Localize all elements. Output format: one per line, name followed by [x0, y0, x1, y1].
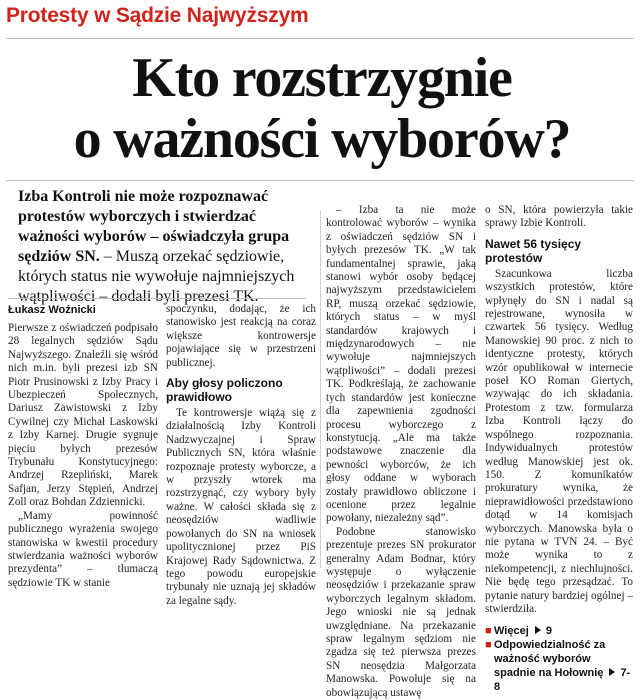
headline-line-1: Kto rozstrzygnie — [132, 47, 512, 109]
lead-regular-text: – Muszą orzekać sędziowie, których status nie wywołuje najmniejszych wątpliwości – dodali byli prezesi TK. — [18, 248, 295, 305]
article-column-4 — [485, 204, 633, 694]
col4-paragraph-1: o SN, która powierzyła takie sprawy Izbie Kontroli. — [485, 204, 633, 230]
ref-holownia-page: 7-8 — [494, 667, 631, 694]
lead-paragraph — [18, 187, 300, 307]
headline-line-2: o ważności wyborów? — [73, 108, 571, 170]
headline — [6, 48, 638, 170]
cross-reference-more[interactable] — [485, 624, 633, 638]
kicker-divider — [6, 38, 634, 39]
ref-holownia-text: Odpowiedzialność za ważność wyborów spadnie na Hołownię — [494, 639, 606, 680]
article-column-2 — [166, 303, 316, 608]
author-byline: Łukasz Woźnicki — [8, 304, 96, 316]
col4-paragraph-2: Szacunkowa liczba wszystkich protestów, które wpłynęły do SN i nadal są rejestrowane, wynosiła w czwartek 56 tysięcy. Według Manowskiej 90 proc. z nich to identyczne protesty, których wzór opublikował w internecie poseł KO Roman Giertych, wzywając do ich składania. Protestom z tzw. formularza Izba Kontroli łączy do wspólnego rozpoznania. Indywidualnych protestów według Manowskiej jest ok. 150. Z komunikatów prokuratury wynika, że nieprawidłowości przedstawiono dotąd w 14 komisjach wyborczych. Manowska była o nie pytana w TVN 24. – Być może wynika to z niekompetencji, z niechlujności. Nie będę tego przesądzać. To pytanie natury bardziej ogólnej – stwierdziła. — [485, 267, 633, 615]
column-divider — [320, 210, 321, 568]
col3-paragraph-2: Podobne stanowisko prezentuje prezes SN prokurator generalny Adam Bodnar, który występuje o wyłączenie neosędziów i przekazanie spraw wyborczych legalnym składom. Jego wnioski nie są jednak uwzględniane. Na przekazanie spraw legalnym sędziom nie zgadza się też pierwsza prezes SN neosędzia Małgorzata Manowska. Powołuje się na obowiązującą ustawę — [326, 525, 476, 699]
subheading-56-tysiecy: Nawet 56 tysięcy protestów — [485, 236, 582, 265]
cross-references — [485, 624, 633, 694]
headline-divider — [6, 180, 634, 181]
col2-paragraph-2: Te kontrowersje wiążą się z działalnością Izby Kontroli Nadzwyczajnej i Spraw Publicznych SN, która właśnie rozpoznaje protesty wyborcze, a w przyszły wtorek ma rozstrzygnąć, czy wybory były ważne. W całości składa się z neosędziów wadliwie powołanych do SN na wniosek upolitycznionej przez PiS Krajowej Rady Sądownictwa. Z tego powodu europejskie trybunały nie uznają jej składów za legalne sądy. — [166, 407, 316, 607]
article-column-3 — [326, 204, 476, 700]
article-column-1 — [8, 322, 158, 590]
col3-paragraph-1: – Izba ta nie może kontrolować wyborów – wynika z oświadczeń sędziów SN i byłych prezesów TK. „W tak fundamentalnej sprawie, jaką stanowi wybór osoby będącej najwyższym przedstawicielem RP, muszą orzekać sędziowie, których status – w myśl standardów krajowych i międzynarodowych – nie wywołuje najmniejszych wątpliwości” – dodali prezesi TK. Podkreślają, że zachowanie tych standardów jest konieczne dla zapewnienia zgodności procesu wyborczego z konstytucją. „Ale ma także podstawowe znaczenie dla pewności wyborców, że ich głosy oddane w wyborach zostały prawidłowo obliczone i ocenione przez legalnie powołany, niezależny sąd”. — [326, 204, 476, 525]
subheading-prawidlowo: Aby głosy policzono prawidłowo — [166, 376, 283, 405]
ref-more-text: Więcej — [494, 625, 529, 638]
bullet-icon: ■ — [485, 639, 492, 652]
cross-reference-holownia[interactable] — [485, 638, 633, 694]
bullet-icon: ■ — [485, 625, 492, 638]
byline-divider — [8, 298, 306, 299]
col1-paragraph-2: „Mamy powinność publicznego wyrażenia swojego stanowiska w kwestii procedury stwierdzania ważności wyborów prezydenta” – tłumaczą sędziowie TK w stanie — [8, 509, 158, 589]
ref-more-page: 9 — [545, 625, 553, 638]
lead-bold-text: Izba Kontroli nie może rozpoznawać protestów wyborczych i stwierdzać ważności wyborów – oświadczyła grupa sędziów SN. — [18, 188, 290, 265]
arrow-right-icon — [609, 668, 615, 676]
col1-paragraph-1: Pierwsze z oświadczeń podpisało 28 legalnych sędziów Sądu Najwyższego. Znaleźli się wśród nich m.in. byli prezesi izb SN Piotr Prusinowski z Izby Pracy i Ubezpieczeń Społecznych, Dariusz Zawistowski z Izby Cywilnej czy Michał Laskowski z Izby Karnej. Drugie sygnuje pięciu byłych prezesów Trybunału Konstytucyjnego: Andrzej Rzepliński, Marek Safjan, Jerzy Stępień, Andrzej Zoll oraz Bohdan Zdziennicki. — [8, 322, 158, 509]
arrow-right-icon — [535, 626, 541, 634]
section-kicker: Protesty w Sądzie Najwyższym — [6, 4, 309, 27]
col2-paragraph-1: spoczynku, dodając, że ich stanowisko jest reakcją na coraz większe kontrowersje pojawiające się w przestrzeni publicznej. — [166, 303, 316, 369]
